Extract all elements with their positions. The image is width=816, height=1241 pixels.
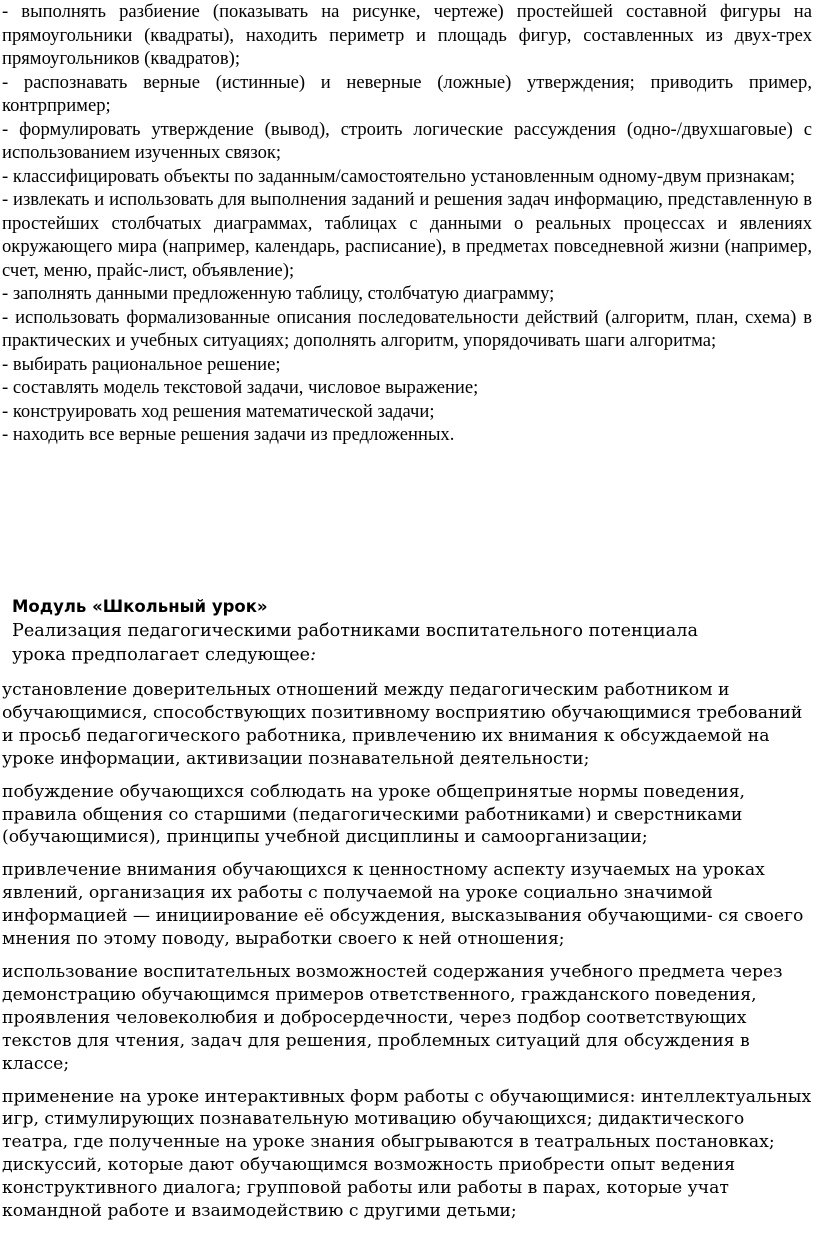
module-paragraph: установление доверительных отношений между педагогическим работником и обучающимися, способствующих позитивному восприятию обучающимися требований и просьб педагогического работника, привлечению их внимания к обсуждаемой на уроке информации, активизации познавательной деятельности;	[2, 680, 803, 769]
requirement-item: - выполнять разбиение (показывать на рисунке, чертеже) простейшей составной фигуры на прямоугольники (квадраты), находить периметр и площадь фигур, составленных из двух-трех прямоугольников (квадратов);	[2, 1, 812, 69]
module-paragraph: применение на уроке интерактивных форм работы с обучающимися: интеллектуальных игр, стимулирующих познавательную мотивацию обучающихся; дидактического театра, где полученные на уроке знания обыгрываются в театральных постановках; дискуссий, которые дают обучающимся возможность приобрести опыт ведения конструктивного диалога; групповой работы или работы в парах, которые учат командной работе и взаимодействию с другими детьми;	[2, 1086, 812, 1222]
module-paragraph: привлечение внимания обучающихся к ценностному аспекту изучаемых на уроках явлений, организация их работы с получаемой на уроке социально значимой информацией — инициирование её обсуждения, высказывания обучающими- ся своего мнения по этому поводу, выработки своего к ней отношения;	[2, 860, 804, 950]
requirement-item: - составлять модель текстовой задачи, числовое выражение;	[2, 377, 479, 398]
requirement-item: - распознавать верные (истинные) и неверные (ложные) утверждения; приводить пример, контрпример;	[2, 71, 812, 116]
math-requirements-list	[2, 0, 812, 447]
module-heading: Модуль «Школьный урок»	[12, 597, 268, 616]
requirement-item: - конструировать ход решения математической задачи;	[2, 400, 435, 422]
requirement-item: - извлекать и использовать для выполнения заданий и решения задач информацию, представленную в простейших столбчатых диаграммах, таблицах с данными о реальных процессах и явлениях окружающего мира (например, календарь, расписание), в предметах повседневной жизни (например, счет, меню, прайс-лист, объявление);	[2, 189, 812, 281]
requirement-item: - классифицировать объекты по заданным/самостоятельно установленным одному-двум признакам;	[2, 165, 795, 187]
requirement-item: - формулировать утверждение (вывод), строить логические рассуждения (одно-/двухшаговые) с использованием изученных связок;	[2, 118, 812, 163]
requirement-item: - выбирать рациональное решение;	[2, 353, 281, 375]
requirement-item: - находить все верные решения задачи из предложенных.	[2, 424, 455, 445]
module-intro-colon: :	[310, 645, 317, 665]
module-paragraph: использование воспитательных возможностей содержания учебного предмета через демонстрацию обучающимся примеров ответственного, гражданского поведения, проявления человеколюбия и добросердечности, через подбор соответствующих текстов для чтения, задач для решения, проблемных ситуаций для обсуждения в классе;	[2, 961, 783, 1074]
module-intro	[12, 619, 752, 667]
module-paragraphs	[2, 679, 814, 1233]
requirement-item: - заполнять данными предложенную таблицу, столбчатую диаграмму;	[2, 283, 555, 304]
requirement-item: - использовать формализованные описания последовательности действий (алгоритм, план, схема) в практических и учебных ситуациях; дополнять алгоритм, упорядочивать шаги алгоритма;	[2, 306, 812, 351]
module-intro-text: Реализация педагогическими работниками воспитательного потенциала урока предполагает следующее	[12, 621, 698, 665]
module-paragraph: побуждение обучающихся соблюдать на уроке общепринятые нормы поведения, правила общения со старшими (педагогическими работниками) и сверстниками (обучающимися), принципы учебной дисциплины и самоорганизации;	[2, 781, 746, 848]
